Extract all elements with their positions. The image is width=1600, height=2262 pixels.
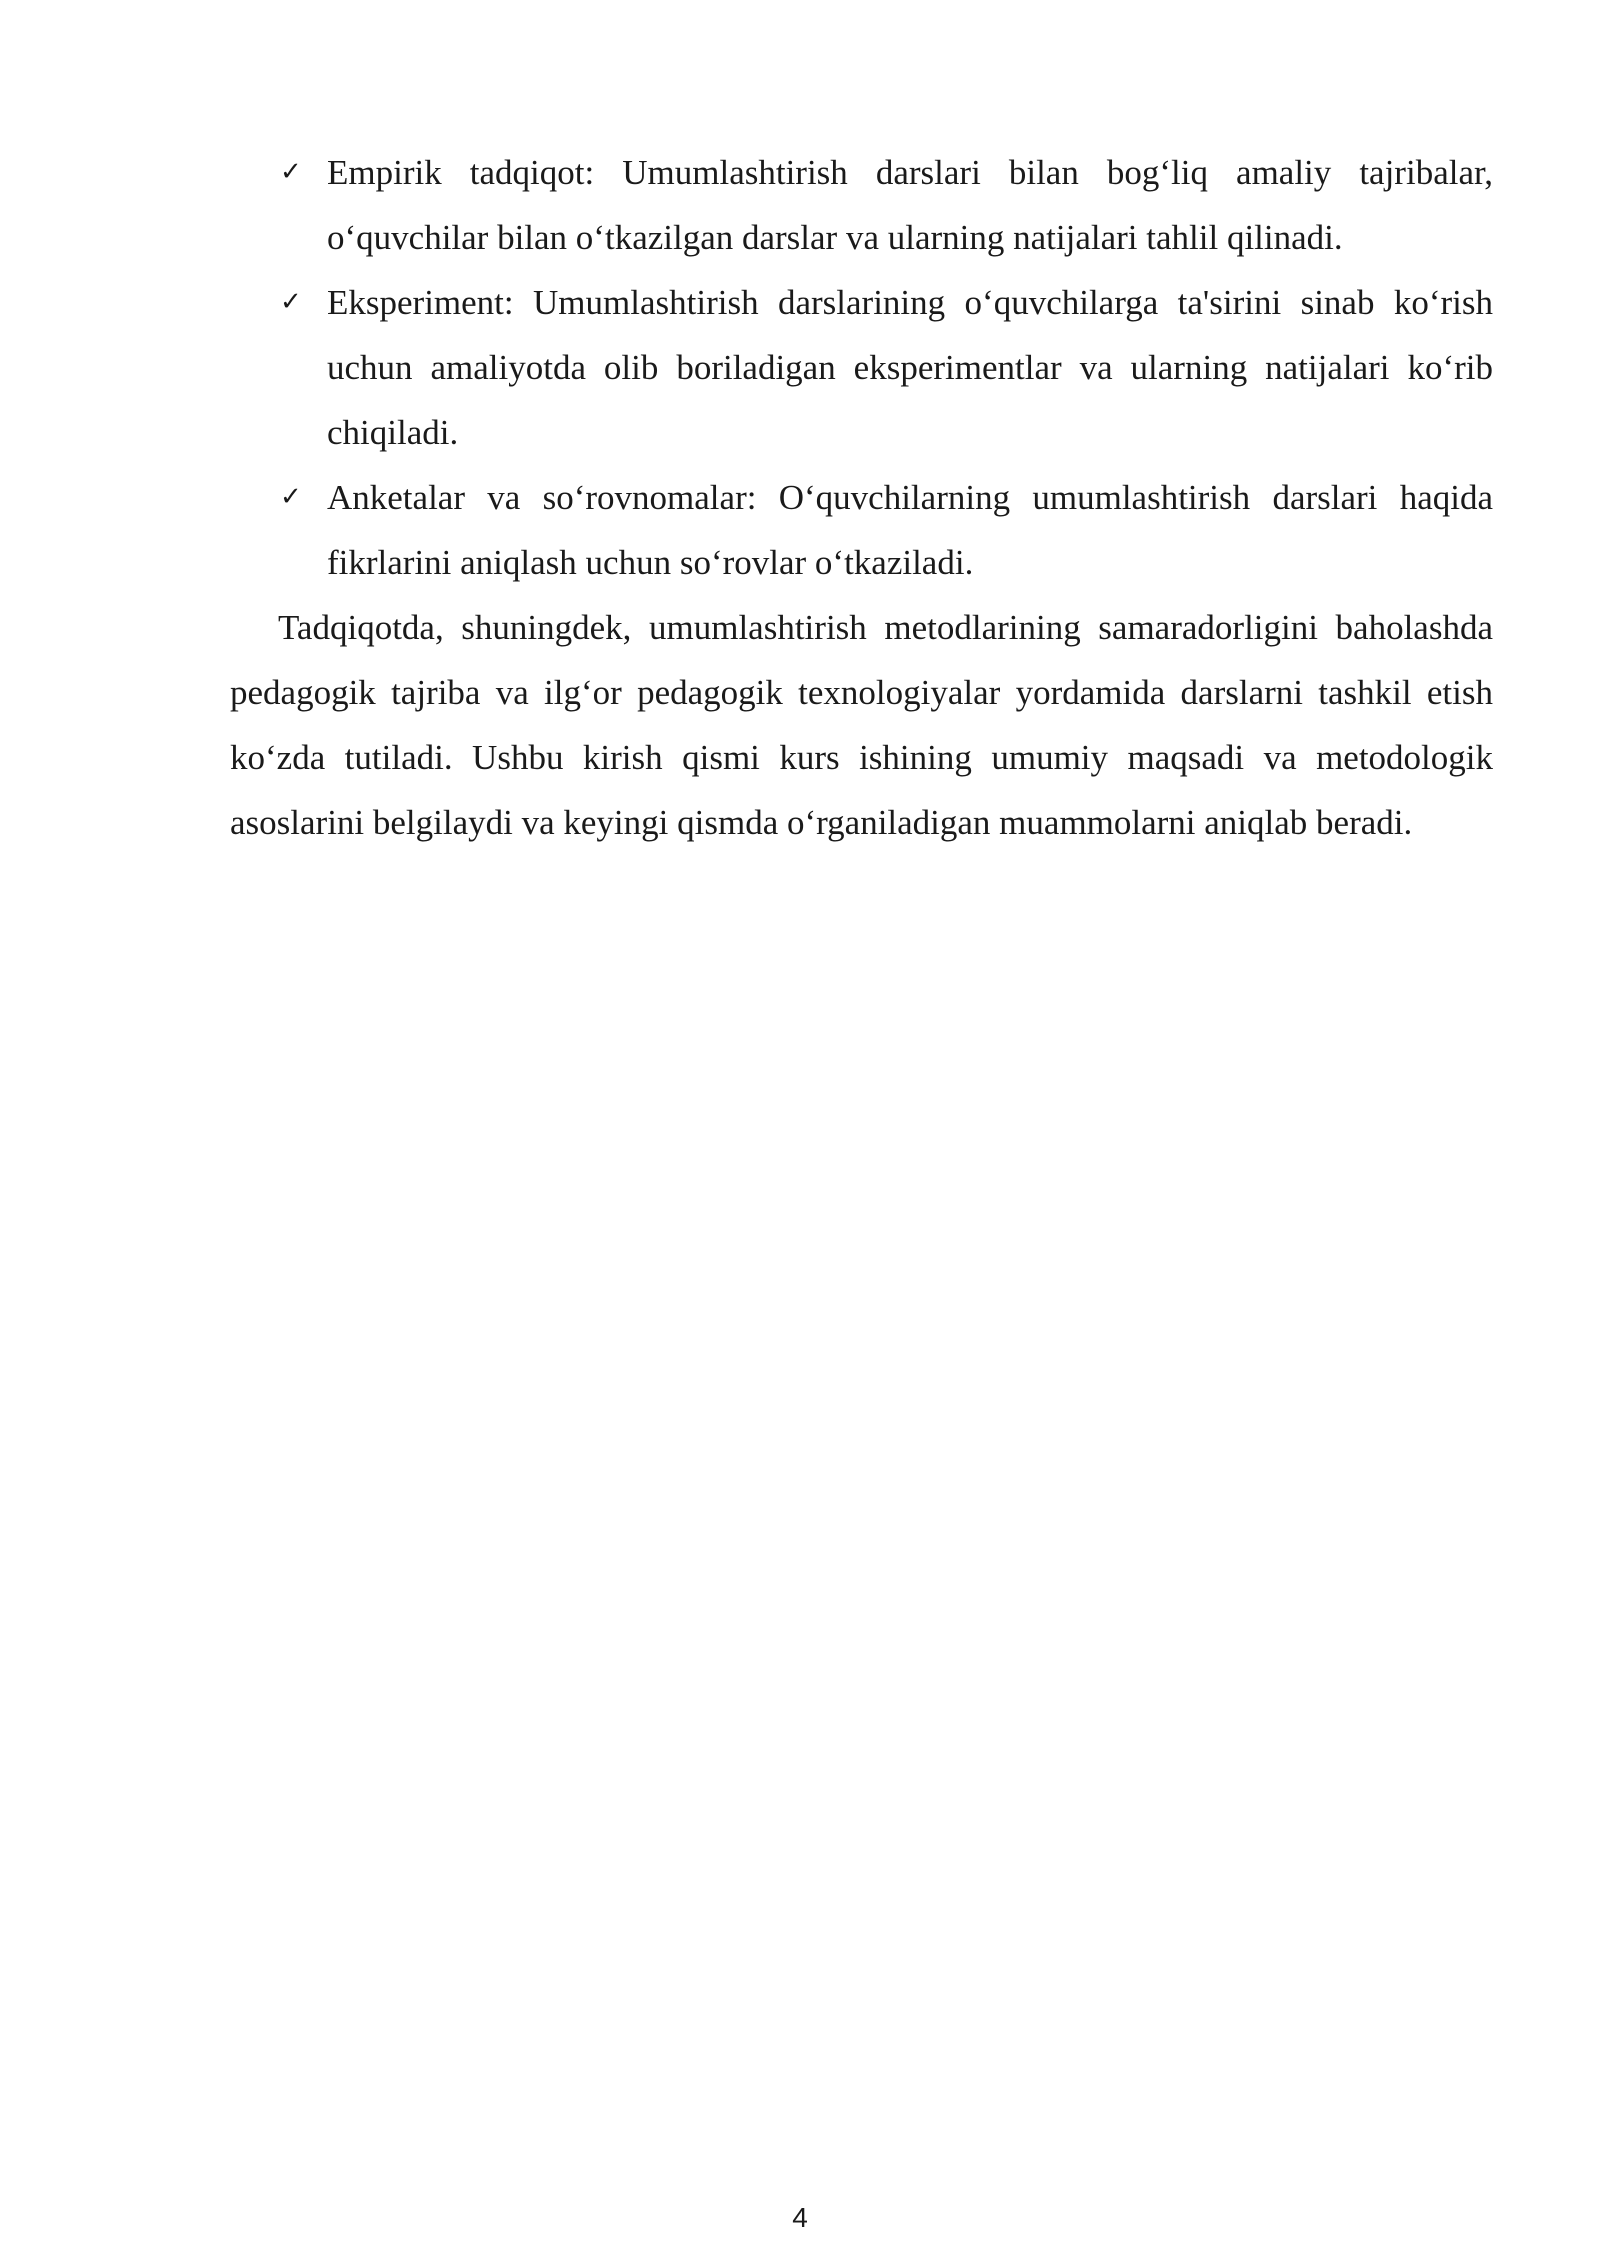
list-item-text: Anketalar va so‘rovnomalar: O‘quvchilarning umumlashtirish darslari haqida fikrlarini aniqlash uchun so‘rovlar o‘tkaziladi. [327,478,1493,582]
check-mark-icon: ✓ [280,287,302,317]
list-item-experiment [230,270,1493,465]
page-number: 4 [792,2202,808,2233]
body-paragraph: Tadqiqotda, shuningdek, umumlashtirish metodlarining samaradorligini baholashda pedagogik tajriba va ilg‘or pedagogik texnologiyalar yordamida darslarni tashkil etish ko‘zda tutiladi. Ushbu kirish qismi kurs ishining umumiy maqsadi va metodologik asoslarini belgilaydi va keyingi qismda o‘rganiladigan muammolarni aniqlab beradi. [230,608,1493,842]
list-item-text: Eksperiment: Umumlashtirish darslarining o‘quvchilarga ta'sirini sinab ko‘rish uchun amaliyotda olib boriladigan eksperimentlar va ularning natijalari ko‘rib chiqiladi. [327,283,1493,452]
check-mark-icon: ✓ [280,482,302,512]
document-body [230,140,1493,855]
list-item-surveys [230,465,1493,595]
methods-list [230,140,1493,595]
list-item-text: Empirik tadqiqot: Umumlashtirish darslari bilan bog‘liq amaliy tajribalar, o‘quvchilar bilan o‘tkazilgan darslar va ularning natijalari tahlil qilinadi. [327,153,1493,257]
list-item-empirical-research [230,140,1493,270]
check-mark-icon: ✓ [280,157,302,187]
